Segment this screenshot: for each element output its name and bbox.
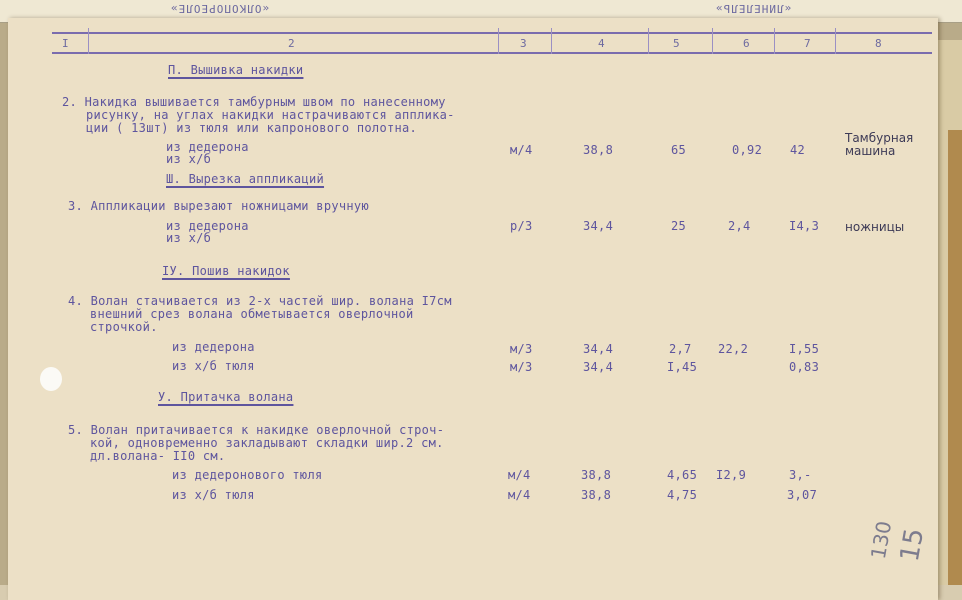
item-text: дл.волана- II0 см. [90, 449, 226, 463]
cell-c7: I,55 [789, 342, 820, 356]
underlying-page-text: «ЛИНЕЛЕЛЬ» [715, 2, 792, 15]
section-title: Ш. Вырезка аппликаций [166, 172, 325, 186]
item-text: рисунку, на углах накидки настрачиваются апплика- [86, 108, 455, 122]
cell-c7: 3,- [789, 468, 812, 482]
header-top-rule [52, 32, 932, 34]
col-divider [498, 28, 499, 54]
underlying-page-text: «ОЛКОПОРЕОЛЕ» [170, 2, 270, 15]
item-text: 4. Волан стачивается из 2-х частей шир. волана I7см [68, 294, 452, 308]
cell-c3: м/4 [508, 468, 531, 482]
cell-c8: Тамбурная [845, 131, 914, 145]
cell-c7: 3,07 [787, 488, 818, 502]
col-header-4: 4 [598, 37, 605, 50]
punch-hole [40, 367, 62, 391]
cell-c7: 0,83 [789, 360, 820, 374]
col-divider [88, 28, 89, 54]
pencil-mark: 15 [894, 526, 931, 564]
item-text: ции ( 13шт) из тюля или капронового полотна. [86, 121, 418, 135]
item-text: 2. Накидка вышивается тамбурным швом по нанесенному [62, 95, 446, 109]
cell-c4: 34,4 [583, 360, 614, 374]
col-divider [648, 28, 649, 54]
header-bottom-rule [52, 52, 932, 54]
cell-c4: 38,8 [583, 143, 614, 157]
material-label: из дедерона [172, 340, 255, 354]
cell-c6: 2,4 [728, 219, 751, 233]
cell-c6: 22,2 [718, 342, 749, 356]
col-header-6: 6 [743, 37, 750, 50]
cell-c3: м/3 [510, 342, 533, 356]
col-divider [712, 28, 713, 54]
section-title: IУ. Пошив накидок [162, 264, 290, 278]
cell-c3: м/4 [510, 143, 533, 157]
cell-c5: 25 [671, 219, 687, 233]
item-text: кой, одновременно закладывают складки шир.2 см. [90, 436, 444, 450]
cell-c7: 42 [790, 143, 806, 157]
cell-c5: I,45 [667, 360, 698, 374]
cell-c6: 0,92 [732, 143, 763, 157]
item-text: 5. Волан притачивается к накидке оверлочной строч- [68, 423, 445, 437]
cell-c4: 34,4 [583, 342, 614, 356]
col-header-7: 7 [804, 37, 811, 50]
material-label: из х/б [166, 152, 212, 166]
cell-c8: ножницы [845, 220, 905, 234]
cell-c3: р/3 [510, 219, 533, 233]
section-title: У. Притачка волана [158, 390, 294, 404]
cell-c4: 38,8 [581, 488, 612, 502]
cell-c5: 4,75 [667, 488, 698, 502]
col-header-5: 5 [673, 37, 680, 50]
material-label: из дедерона [166, 219, 249, 233]
cell-c5: 2,7 [669, 342, 692, 356]
cell-c6: I2,9 [716, 468, 747, 482]
cell-c5: 65 [671, 143, 687, 157]
cell-c3: м/4 [508, 488, 531, 502]
cell-c4: 34,4 [583, 219, 614, 233]
material-label: из х/б тюля [172, 488, 255, 502]
section-title: П. Вышивка накидки [168, 63, 304, 77]
col-divider [835, 28, 836, 54]
item-text: строчкой. [90, 320, 158, 334]
col-divider [774, 28, 775, 54]
folder-cover [948, 130, 962, 600]
material-label: из х/б тюля [172, 359, 255, 373]
col-header-3: 3 [520, 37, 527, 50]
material-label: из дедерона [166, 140, 249, 154]
material-label: из х/б [166, 231, 212, 245]
col-header-1: I [62, 37, 69, 50]
cell-c4: 38,8 [581, 468, 612, 482]
item-text: 3. Аппликации вырезают ножницами вручную [68, 199, 369, 213]
item-text: внешний срез волана обметывается оверлочной [90, 307, 414, 321]
pencil-page-number: 130 [865, 519, 897, 561]
col-header-8: 8 [875, 37, 882, 50]
cell-c8: машина [845, 144, 896, 158]
cell-c5: 4,65 [667, 468, 698, 482]
material-label: из дедеронового тюля [172, 468, 323, 482]
cell-c3: м/3 [510, 360, 533, 374]
cell-c7: I4,3 [789, 219, 820, 233]
col-divider [551, 28, 552, 54]
col-header-2: 2 [288, 37, 295, 50]
